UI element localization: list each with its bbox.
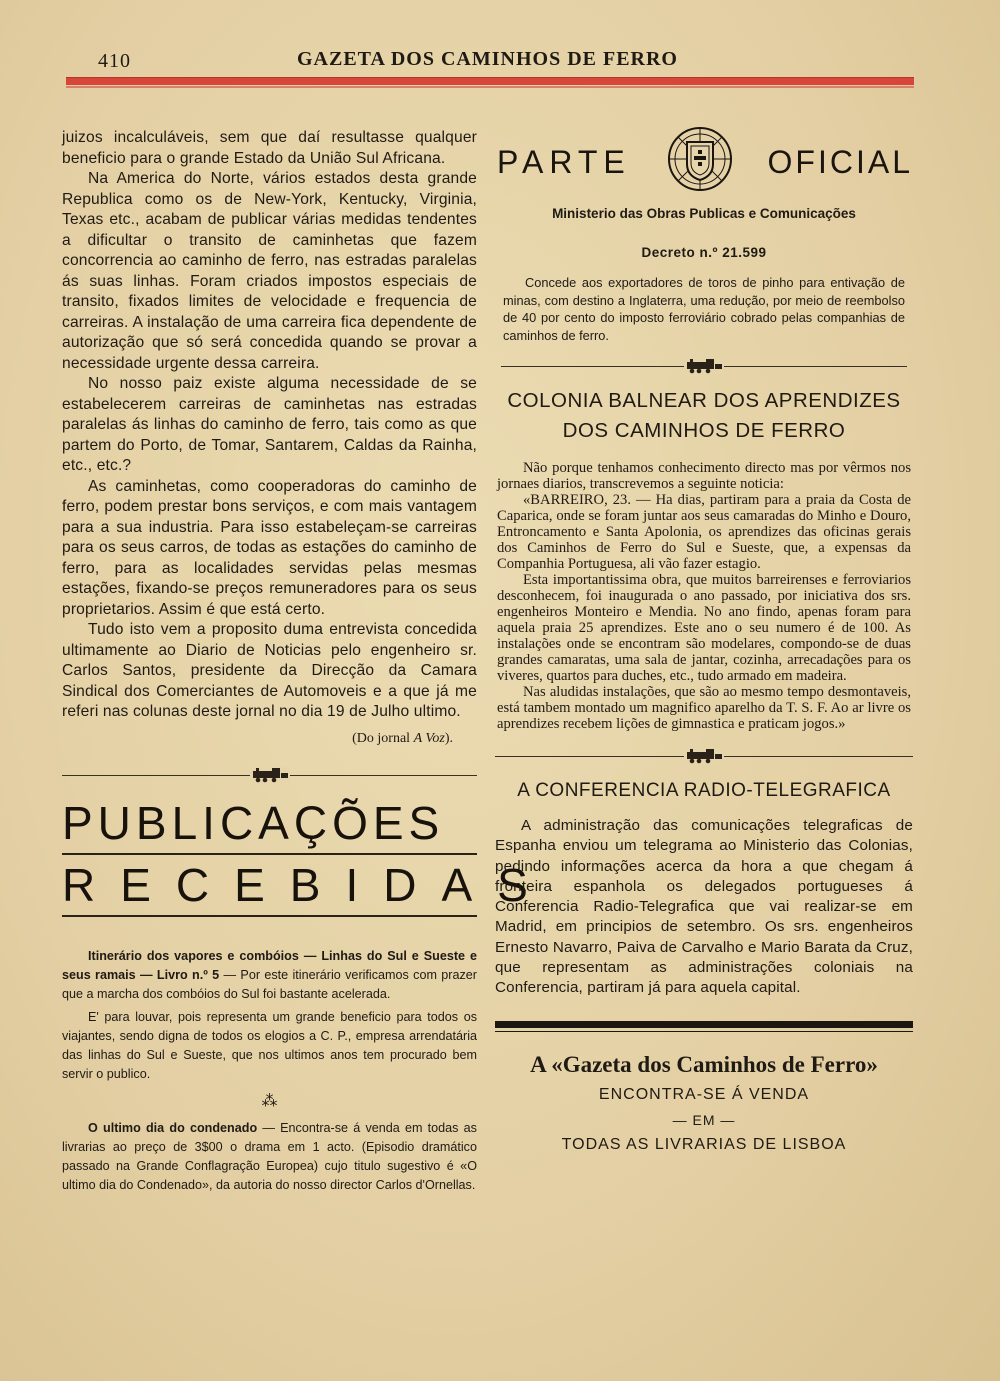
conferencia-article [495,816,913,999]
paragraph: As caminhetas, como cooperadoras do caminho de ferro, podem prestar bons serviços, e com mais vantagem para a sua industria. Para isso estabeleçam-se carreiras para os seus carros, de todas as estações do caminho de ferro, para as localidades servidas pelas mesmas estações, fixando-se preços remuneradores para os seus proprietarios. Assim é que está certo. [62,477,477,618]
colonia-heading-line1: COLONIA BALNEAR DOS APRENDIZES [507,389,901,412]
header-red-rule-thin [66,86,914,88]
citation-source: A Voz [413,730,445,746]
citation-prefix: (Do jornal [352,730,414,746]
oficial-word: OFICIAL [767,144,913,180]
locomotive-icon [684,748,724,764]
item-title: O ultimo dia do condenado [88,1120,258,1135]
citation-suffix: ). [444,730,453,746]
publication-list [62,947,477,1195]
item-title: Itinerário dos vapores e combóios — Linhas do Sul e Sueste e seus ramais — Livro n.º 5 [62,948,477,982]
paragraph: Na America do Norte, vários estados desta grande Republica como os de New-York, Kentucky, Virginia, Texas etc., acabam de publicar várias medidas tendentes a dificultar o transito de caminhetas que fazem concorrencia ao caminho de ferro, nas estradas paralelas ás suas linhas. Foram criados impostos especiais de transito, fixados limites de velocidade e frequencia de carreiras. A instalação de uma carreira fica dependente de autorização que só será concedida quando se provar a necessidade urgente dessa carreira. [62,170,477,372]
paragraph: «BARREIRO, 23. — Ha dias, partiram para a praia da Costa de Caparica, onde se foram juntar aos seus camaradas do Minho e Douro, Entroncamento e Santa Apolonia, os aprendizes das oficinas gerais dos Caminhos de Ferro do Sul e Sueste, que, a expensas da Companhia Portuguesa, ali vão fazer estagio. [497,492,911,572]
page-number: 410 [98,50,131,72]
asterism-divider: ⁂ [261,1092,278,1110]
article-continuation [62,128,477,723]
list-item: E' para louvar, pois representa um grande beneficio para todos os viajantes, sendo digna de todos os elogios a C. P., empresa arrendatária das linhas do Sul e Sueste, que nos ultimos anos tem procurado bem servir o publico. [62,1009,477,1081]
heading-rule [62,853,477,855]
decreto-body: Concede aos exportadores de toros de pinho para entivação de minas, com destino a Inglaterra, uma redução, por meio de reembolso de 40 por cento do imposto ferroviário cobrado pelas companhias de caminhos de ferro. [503,275,905,343]
publication-title: GAZETA DOS CAMINHOS DE FERRO [296,48,678,70]
decreto-heading: Decreto n.º 21.599 [641,245,767,260]
paragraph: No nosso paiz existe alguma necessidade de se estabelecerem carreiras de caminhetas nas estradas paralelas ás linhas do caminho de ferro, tais como as que partem do Porto, de Tomar, Santarem, Caldas da Rainha, etc., etc.? [62,375,477,474]
advert-line: — EM — [672,1111,736,1128]
paragraph: A administração das comunicações telegraficas de Espanha enviou um telegrama ao Ministerio das Colonias, pedindo informações acerca da hora a que chegam á fronteira espanhola os delegados portugueses á Conferencia Radio-Telegrafica que vai realizar-se em Madrid, em principios de setembro. Os srs. engenheiros Ernesto Navarro, Paiva de Carvalho e Mario Barata da Cruz, que representam as administrações coloniais na Conferencia, partiram já para aquela capital. [495,817,913,997]
header-red-rule [66,77,914,85]
item-text: — Por este itinerário verificamos com prazer que a marcha dos combóios do Sul foi bastante acelerada. [62,967,477,1001]
list-item [62,947,477,1004]
right-column [495,126,913,1154]
advert-rule-thick [495,1021,913,1028]
paragraph: Nas aludidas instalações, que são ao mesmo tempo desmontaveis, está tambem montado um magnifico aparelho da T. S. F. Ao ar livre os aprendizes recebem lições de gimnastica e praticam jogos.» [497,684,911,732]
list-item [62,1119,477,1195]
paragraph: Não porque tenhamos conhecimento directo mas por vêrmos nos jornaes diarios, transcrevemos a seguinte noticia: [497,460,911,492]
colonia-article [495,460,913,732]
paragraph: juizos incalculáveis, sem que daí resultasse qualquer beneficio para o grande Estado da União Sul Africana. [62,129,477,167]
paragraph: Esta importantissima obra, que muitos barreirenses e ferroviarios desconhecem, foi inaugurada o ano passado, por iniciativa dos srs. engenheiros Monteiro e Mendia. No ano findo, apenas foram para aquela praia 25 aprendizes. Este ano o seu numero é de 100. As instalações onde se encontram são modelares, compondo-se de duas grandes camaratas, uma sala de jantar, cozinha, arrecadações para os viveres, quartos para duches, etc., tudo armado em madeira. [497,572,911,684]
citation [62,731,477,747]
running-header [60,44,915,74]
colonia-heading-line2: DOS CAMINHOS DE FERRO [562,419,846,442]
section-divider [501,356,907,376]
coat-of-arms-icon [667,126,733,192]
advert-title: A «Gazeta dos Caminhos de Ferro» [530,1051,878,1077]
conferencia-heading: A CONFERENCIA RADIO-TELEGRAFICA [517,780,891,801]
locomotive-icon [250,767,290,783]
advert-line: ENCONTRA-SE Á VENDA [598,1085,810,1103]
ministerio-heading: Ministerio das Obras Publicas e Comunicações [552,206,856,221]
publicacoes-heading: PUBLICAÇÕES [62,796,445,849]
parte-word: PARTE [497,144,631,180]
section-divider [62,765,477,785]
advert-rule-thin [495,1031,913,1032]
locomotive-icon [684,358,724,374]
item-text: — Encontra-se á venda em todas as livrarias ao preço de 3$00 o drama em 1 acto. (Episodio dramático passado na Grande Conflagração Europea) cujo titulo sugestivo é «O ultimo dia do Condenado», da autoria do nosso director Carlos d'Ornellas. [62,1120,477,1192]
left-column [62,128,553,1195]
parte-oficial-heading [495,126,913,196]
section-divider [495,746,913,766]
paragraph: Tudo isto vem a proposito duma entrevista concedida ultimamente ao Diario de Noticias pelo engenheiro sr. Carlos Santos, presidente da Direcção da Camara Sindical dos Comerciantes de Automoveis e a que já me referi nas colunas deste jornal no dia 19 de Julho ultimo. [62,621,477,720]
advert-line: TODAS AS LIVRARIAS DE LISBOA [561,1135,847,1153]
recebidas-heading: RECEBIDAS [62,858,553,911]
heading-rule [62,915,477,917]
